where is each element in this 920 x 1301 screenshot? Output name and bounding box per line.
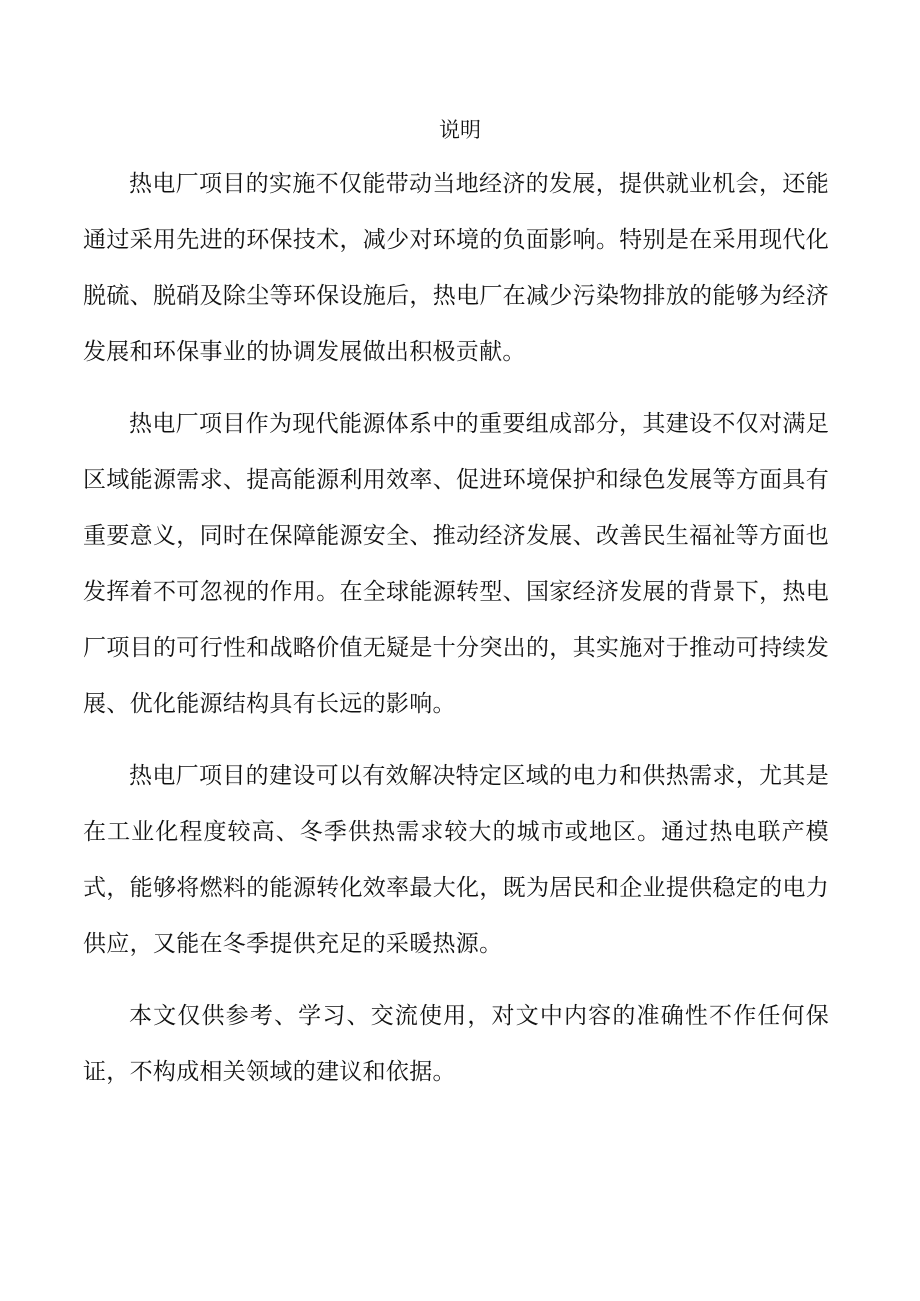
paragraph-1: 热电厂项目的实施不仅能带动当地经济的发展，提供就业机会，还能通过采用先进的环保技术，减少对环境的负面影响。特别是在采用现代化脱硫、脱硝及除尘等环保设施后，热电厂在减少污染物排放的能够为经济发展和环保事业的协调发展做出积极贡献。 [83,171,829,365]
paragraph-3: 热电厂项目的建设可以有效解决特定区域的电力和供热需求，尤其是在工业化程度较高、冬季供热需求较大的城市或地区。通过热电联产模式，能够将燃料的能源转化效率最大化，既为居民和企业提供稳定的电力供应，又能在冬季提供充足的采暖热源。 [83,763,829,957]
paragraph-4: 本文仅供参考、学习、交流使用，对文中内容的准确性不作任何保证，不构成相关领域的建议和依据。 [83,1003,829,1085]
paragraph-2: 热电厂项目作为现代能源体系中的重要组成部分，其建设不仅对满足区域能源需求、提高能源利用效率、促进环境保护和绿色发展等方面具有重要意义，同时在保障能源安全、推动经济发展、改善民生福祉等方面也发挥着不可忽视的作用。在全球能源转型、国家经济发展的背景下，热电厂项目的可行性和战略价值无疑是十分突出的，其实施对于推动可持续发展、优化能源结构具有长远的影响。 [83,411,829,717]
document-title: 说明 [439,118,481,142]
document-body [83,156,829,1116]
